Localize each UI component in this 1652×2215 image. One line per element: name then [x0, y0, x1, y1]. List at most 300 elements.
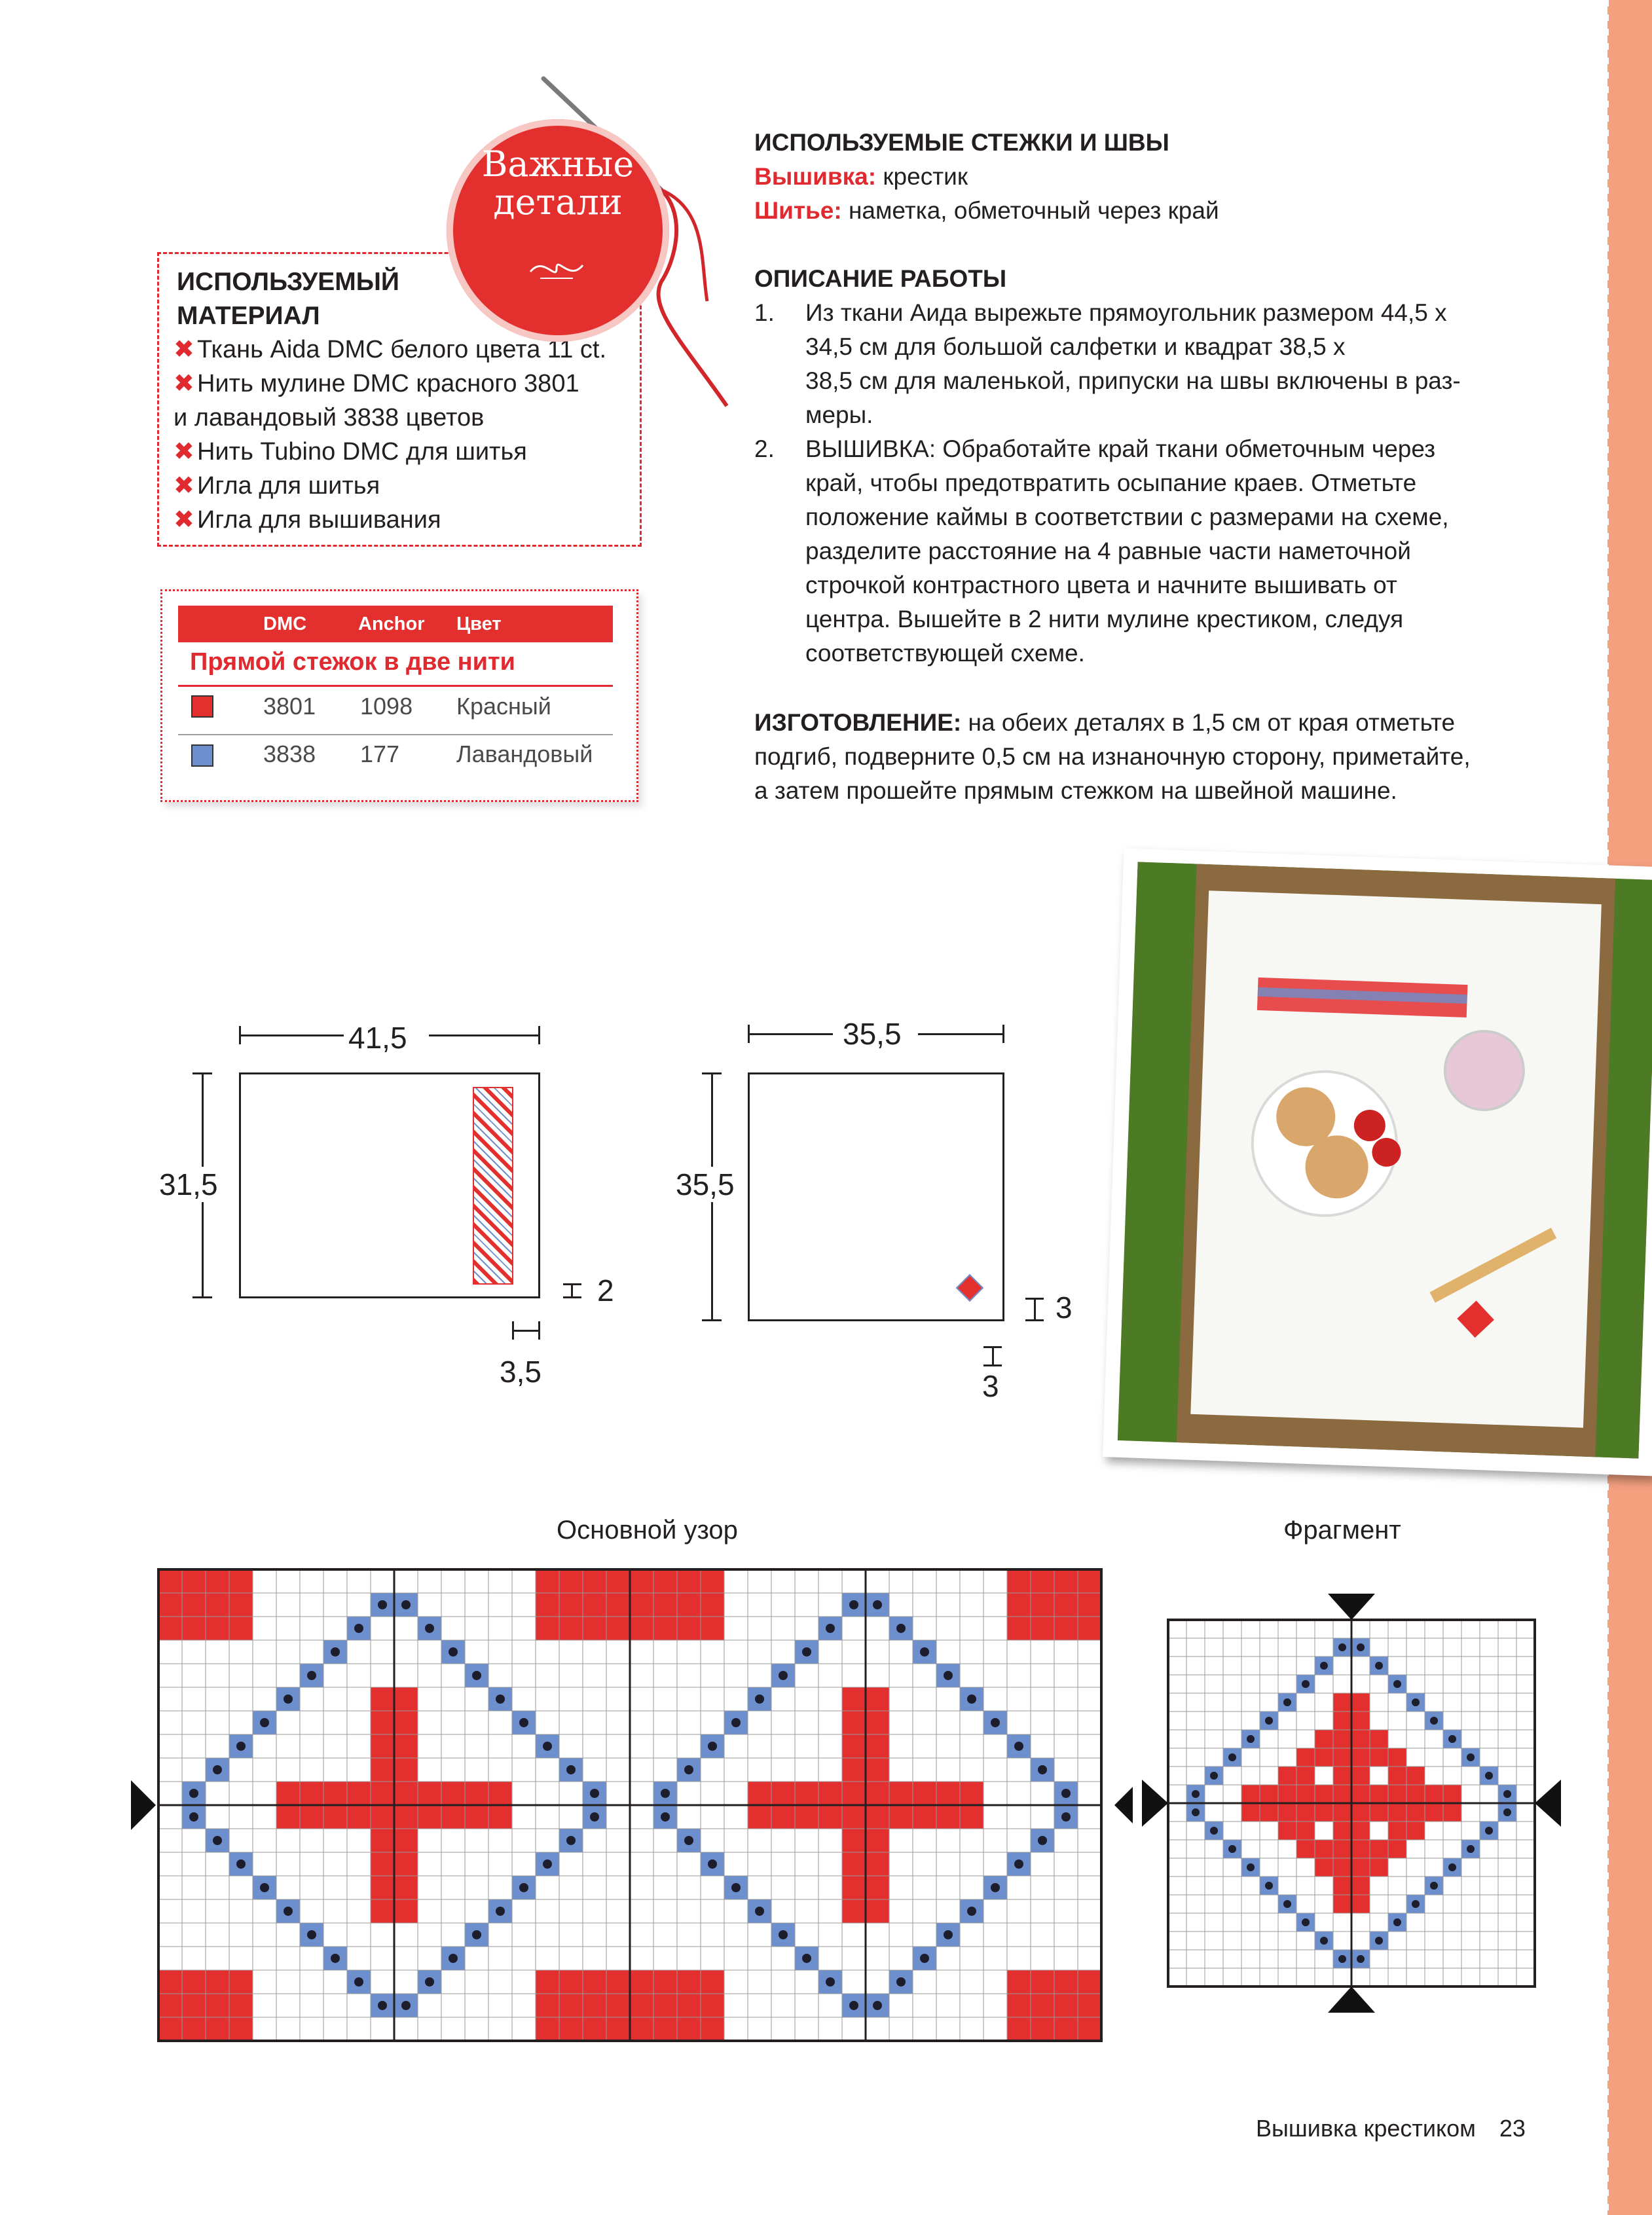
pattern-cell	[276, 1829, 300, 1852]
divider	[178, 734, 613, 735]
pattern-cell	[960, 1711, 983, 1734]
pattern-cell	[1260, 1767, 1278, 1785]
pattern-cell	[583, 2017, 606, 2041]
pattern-cell	[724, 1640, 748, 1664]
manufacturing-label: ИЗГОТОВЛЕНИЕ:	[754, 709, 962, 736]
pattern-cell	[1007, 1593, 1031, 1617]
pattern-cell	[1498, 1858, 1516, 1876]
pattern-cell	[253, 1687, 276, 1711]
pattern-cell	[842, 1947, 866, 1970]
pattern-cell	[983, 1569, 1007, 1593]
pattern-cell	[724, 2017, 748, 2041]
pattern-cell	[842, 1617, 866, 1640]
pattern-cell	[347, 1899, 371, 1923]
pattern-cell	[1425, 1968, 1443, 1986]
pattern-cell	[583, 1640, 606, 1664]
pattern-cell	[1007, 1829, 1031, 1852]
pattern-cell	[1296, 1931, 1315, 1950]
pattern-cell	[889, 1593, 913, 1617]
pattern-cell	[559, 1923, 583, 1947]
pattern-cell	[866, 1711, 889, 1734]
dim-line	[571, 1283, 573, 1298]
pattern-cell	[1007, 1711, 1031, 1734]
pattern-cell	[229, 1899, 253, 1923]
pattern-cell	[394, 1617, 418, 1640]
stitch-dot	[1283, 1698, 1291, 1706]
pattern-cell	[1278, 1748, 1296, 1767]
pattern-cell	[701, 1640, 724, 1664]
stitch-dot	[826, 1977, 835, 1986]
pattern-cell	[889, 1664, 913, 1687]
pattern-cell	[983, 1617, 1007, 1640]
stitch-dot	[1503, 1790, 1511, 1798]
pattern-cell	[1425, 1950, 1443, 1968]
pattern-cell	[206, 1593, 229, 1617]
pattern-cell	[371, 1569, 394, 1593]
pattern-cell	[1315, 1968, 1333, 1986]
stitch-dot	[331, 1647, 340, 1657]
pattern-cell	[1007, 1640, 1031, 1664]
pattern-cell	[606, 1664, 630, 1687]
pattern-cell	[818, 1687, 842, 1711]
stitch-dot	[873, 1600, 882, 1609]
pattern-cell	[1315, 1730, 1333, 1748]
list-item	[754, 432, 1560, 670]
pattern-cell	[653, 1876, 677, 1899]
manufacturing-line: подгиб, подверните 0,5 см на изнаночную сторону, приметайте,	[754, 743, 1471, 770]
pattern-cell	[512, 1829, 536, 1852]
pattern-cell	[653, 1947, 677, 1970]
pattern-cell	[323, 1687, 347, 1711]
stitch-dot	[755, 1907, 764, 1916]
pattern-cell	[1443, 1675, 1461, 1693]
pattern-cell	[347, 1687, 371, 1711]
pattern-cell	[371, 1617, 394, 1640]
pattern-cell	[158, 1758, 182, 1782]
pattern-cell	[394, 1640, 418, 1664]
pattern-cell	[866, 2017, 889, 2041]
pattern-cell	[371, 1852, 394, 1876]
pattern-cell	[936, 2017, 960, 2041]
pattern-cell	[418, 1782, 441, 1805]
pattern-cell	[347, 1734, 371, 1758]
pattern-cell	[229, 1569, 253, 1593]
pattern-cell	[347, 1947, 371, 1970]
pattern-cell	[158, 1852, 182, 1876]
pattern-cell	[1260, 1950, 1278, 1968]
pattern-cell	[748, 1852, 771, 1876]
pattern-cell	[441, 1617, 465, 1640]
pattern-cell	[1278, 1840, 1296, 1858]
pattern-cell	[1168, 1785, 1186, 1803]
pattern-cell	[1007, 1994, 1031, 2017]
stitch-dot	[1265, 1882, 1273, 1890]
pattern-cell	[1516, 1840, 1535, 1858]
pattern-cell	[300, 1617, 323, 1640]
pattern-cell	[253, 1923, 276, 1947]
pattern-cell	[1078, 1617, 1101, 1640]
pattern-cell	[842, 2017, 866, 2041]
pattern-cell	[630, 1758, 653, 1782]
cross-icon: ✖	[174, 438, 194, 466]
pattern-cell	[653, 1734, 677, 1758]
pattern-cell	[960, 1593, 983, 1617]
pattern-cell	[701, 1994, 724, 2017]
pattern-cell	[559, 1994, 583, 2017]
pattern-cell	[1443, 1931, 1461, 1950]
list-item: ✖ Нить Tubino DMC для шитья	[174, 435, 632, 469]
pattern-cell	[1516, 1950, 1535, 1968]
pattern-cell	[276, 1593, 300, 1617]
pattern-cell	[771, 2017, 795, 2041]
pattern-cell	[1425, 1895, 1443, 1913]
pattern-cell	[866, 1569, 889, 1593]
pattern-cell	[512, 1640, 536, 1664]
pattern-cell	[866, 1947, 889, 1970]
pattern-cell	[371, 1829, 394, 1852]
pattern-cell	[488, 1640, 512, 1664]
pattern-cell	[653, 1758, 677, 1782]
pattern-cell	[206, 1970, 229, 1994]
pattern-cell	[1370, 1803, 1388, 1821]
legend-header	[178, 606, 613, 642]
pattern-cell	[1388, 1876, 1406, 1895]
fragment-chart	[1139, 1591, 1571, 2023]
stitch-dot	[566, 1836, 576, 1845]
pattern-cell	[1054, 1758, 1078, 1782]
pattern-cell	[936, 1640, 960, 1664]
pattern-cell	[488, 1994, 512, 2017]
pattern-cell	[1480, 1840, 1498, 1858]
stitch-dot	[920, 1954, 929, 1963]
pattern-cell	[1260, 1858, 1278, 1876]
pattern-cell	[677, 1876, 701, 1899]
stitch-dot	[472, 1930, 481, 1939]
pattern-cell	[276, 1947, 300, 1970]
pattern-cell	[1241, 1638, 1260, 1657]
pattern-cell	[300, 1758, 323, 1782]
pattern-cell	[1516, 1803, 1535, 1821]
pattern-cell	[842, 1923, 866, 1947]
pattern-cell	[1205, 1950, 1223, 1968]
pattern-cell	[1388, 1748, 1406, 1767]
step-line: разделите расстояние на 4 равные части наметочной	[805, 538, 1411, 564]
pattern-cell	[1370, 1693, 1388, 1712]
pattern-cell	[512, 1664, 536, 1687]
pattern-cell	[1054, 1617, 1078, 1640]
stitch-dot	[543, 1859, 552, 1869]
pattern-cell	[983, 1734, 1007, 1758]
pattern-cell	[983, 1758, 1007, 1782]
pattern-cell	[512, 1593, 536, 1617]
pattern-cell	[441, 2017, 465, 2041]
stitch-dot	[1228, 1845, 1236, 1853]
pattern-cell	[1054, 1711, 1078, 1734]
pattern-cell	[1516, 1931, 1535, 1950]
pattern-cell	[818, 1829, 842, 1852]
pattern-cell	[512, 1994, 536, 2017]
pattern-cell	[701, 1782, 724, 1805]
pattern-cell	[1260, 1638, 1278, 1657]
pattern-cell	[158, 1876, 182, 1899]
pattern-cell	[206, 1994, 229, 2017]
pattern-cell	[323, 1664, 347, 1687]
pattern-cell	[1168, 1876, 1186, 1895]
pattern-cell	[1333, 1895, 1351, 1913]
pattern-cell	[1333, 1620, 1351, 1638]
pattern-cell	[1078, 1970, 1101, 1994]
pattern-cell	[1406, 1876, 1425, 1895]
pattern-cell	[512, 1687, 536, 1711]
pattern-cell	[748, 1782, 771, 1805]
pattern-cell	[371, 1970, 394, 1994]
pattern-cell	[866, 1923, 889, 1947]
pattern-cell	[818, 1876, 842, 1899]
pattern-cell	[394, 2017, 418, 2041]
pattern-cell	[630, 1852, 653, 1876]
pattern-cell	[983, 1899, 1007, 1923]
pattern-cell	[512, 1947, 536, 1970]
pattern-cell	[276, 2017, 300, 2041]
pattern-cell	[1260, 1748, 1278, 1767]
pattern-cell	[842, 1805, 866, 1829]
center-arrow-icon	[1328, 1594, 1375, 1620]
pattern-cell	[677, 1970, 701, 1994]
pattern-cell	[1370, 1675, 1388, 1693]
pattern-cell	[1443, 1913, 1461, 1931]
pattern-cell	[158, 1617, 182, 1640]
pattern-cell	[1078, 1758, 1101, 1782]
pattern-cell	[630, 1711, 653, 1734]
pattern-cell	[1498, 1638, 1516, 1657]
pattern-cell	[1406, 1638, 1425, 1657]
pattern-cell	[606, 1687, 630, 1711]
pattern-cell	[253, 2017, 276, 2041]
pattern-cell	[536, 1711, 559, 1734]
legend-dmc-2: 3838	[263, 741, 316, 767]
pattern-cell	[371, 1782, 394, 1805]
pattern-cell	[1168, 1968, 1186, 1986]
pattern-cell	[512, 1899, 536, 1923]
pattern-cell	[748, 1569, 771, 1593]
pattern-cell	[1168, 1657, 1186, 1675]
pattern-cell	[1223, 1767, 1241, 1785]
sewing-label: Шитье:	[754, 197, 842, 224]
pattern-cell	[1516, 1730, 1535, 1748]
pattern-cell	[936, 1593, 960, 1617]
pattern-cell	[229, 1758, 253, 1782]
pattern-cell	[182, 1970, 206, 1994]
pattern-cell	[229, 1687, 253, 1711]
legend-dmc-1: 3801	[263, 693, 316, 720]
pattern-cell	[677, 1640, 701, 1664]
pattern-cell	[771, 1899, 795, 1923]
pattern-cell	[1205, 1803, 1223, 1821]
cross-icon: ✖	[174, 336, 194, 363]
stitch-dot	[802, 1954, 811, 1963]
pattern-cell	[1498, 1748, 1516, 1767]
stitch-dot	[661, 1812, 670, 1821]
pattern-cell	[771, 1687, 795, 1711]
pattern-cell	[229, 1782, 253, 1805]
pattern-cell	[795, 1664, 818, 1687]
pattern-cell	[1443, 1620, 1461, 1638]
pattern-cell	[653, 1829, 677, 1852]
pattern-cell	[1443, 1821, 1461, 1840]
pattern-cell	[1296, 1785, 1315, 1803]
pattern-cell	[465, 1805, 488, 1829]
pattern-cell	[512, 1970, 536, 1994]
pattern-cell	[983, 1805, 1007, 1829]
pattern-cell	[724, 1852, 748, 1876]
pattern-cell	[1315, 1895, 1333, 1913]
center-arrow-icon	[1114, 1780, 1133, 1830]
stitches-heading: ИСПОЛЬЗУЕМЫЕ СТЕЖКИ И ШВЫ	[754, 129, 1169, 156]
pattern-cell	[1461, 1803, 1480, 1821]
cross-icon: ✖	[174, 472, 194, 500]
pattern-cell	[394, 1923, 418, 1947]
pattern-cell	[677, 1569, 701, 1593]
stitch-dot	[307, 1671, 316, 1680]
pattern-cell	[1186, 1821, 1205, 1840]
red-swatch-icon	[191, 695, 213, 718]
stitch-dot	[1393, 1680, 1401, 1688]
pattern-cell	[1078, 1947, 1101, 1970]
pattern-cell	[1168, 1895, 1186, 1913]
pattern-cell	[1461, 1968, 1480, 1986]
page-number: 23	[1499, 2115, 1526, 2142]
pattern-cell	[418, 1664, 441, 1687]
pattern-cell	[677, 1994, 701, 2017]
pattern-cell	[253, 1829, 276, 1852]
pattern-cell	[276, 1852, 300, 1876]
pattern-cell	[842, 1852, 866, 1876]
pattern-cell	[323, 1852, 347, 1876]
pattern-cell	[1333, 1767, 1351, 1785]
pattern-cell	[606, 1970, 630, 1994]
pattern-cell	[300, 1994, 323, 2017]
pattern-cell	[1333, 1785, 1351, 1803]
pattern-cell	[512, 1734, 536, 1758]
pattern-cell	[1205, 1968, 1223, 1986]
pattern-cell	[866, 1664, 889, 1687]
stitch-dot	[496, 1694, 505, 1704]
pattern-cell	[795, 1617, 818, 1640]
pattern-cell	[1351, 1913, 1370, 1931]
pattern-cell	[1315, 1693, 1333, 1712]
pattern-cell	[253, 1899, 276, 1923]
pattern-cell	[818, 1734, 842, 1758]
pattern-cell	[1054, 1593, 1078, 1617]
pattern-cell	[1186, 1840, 1205, 1858]
pattern-cell	[606, 1852, 630, 1876]
pattern-cell	[677, 1923, 701, 1947]
step-line: ВЫШИВКА: Обработайте край ткани обметочным через	[805, 435, 1436, 462]
pattern-cell	[1186, 1876, 1205, 1895]
pattern-cell	[1186, 1730, 1205, 1748]
pattern-cell	[960, 1876, 983, 1899]
pattern-cell	[323, 1734, 347, 1758]
pattern-cell	[347, 1782, 371, 1805]
pattern-cell	[1370, 1968, 1388, 1986]
pattern-cell	[182, 1899, 206, 1923]
stitch-dot	[1375, 1937, 1383, 1945]
pattern-cell	[158, 1994, 182, 2017]
pattern-cell	[630, 1593, 653, 1617]
pattern-cell	[276, 1994, 300, 2017]
pattern-cell	[1406, 1913, 1425, 1931]
pattern-cell	[583, 1947, 606, 1970]
pattern-cell	[1278, 1620, 1296, 1638]
pattern-cell	[347, 1593, 371, 1617]
pattern-cell	[1425, 1675, 1443, 1693]
pattern-cell	[842, 1569, 866, 1593]
pattern-cell	[983, 1687, 1007, 1711]
pattern-cell	[1480, 1638, 1498, 1657]
pattern-cell	[1461, 1785, 1480, 1803]
pattern-cell	[276, 1758, 300, 1782]
pattern-cell	[1054, 1947, 1078, 1970]
step-line: Из ткани Аида вырежьте прямоугольник размером 44,5 х	[805, 299, 1447, 326]
pattern-cell	[465, 1876, 488, 1899]
embroidery-label: Вышивка:	[754, 163, 877, 190]
pattern-cell	[418, 1876, 441, 1899]
pattern-cell	[394, 1569, 418, 1593]
pattern-cell	[347, 1664, 371, 1687]
pattern-cell	[1480, 1876, 1498, 1895]
pattern-cell	[653, 1593, 677, 1617]
pattern-cell	[347, 1994, 371, 2017]
pattern-cell	[1168, 1730, 1186, 1748]
pattern-cell	[1461, 1858, 1480, 1876]
pattern-cell	[1223, 1895, 1241, 1913]
stitch-dot	[1038, 1765, 1047, 1774]
pattern-cell	[1351, 1767, 1370, 1785]
pattern-cell	[559, 1664, 583, 1687]
pattern-cell	[323, 1758, 347, 1782]
pattern-cell	[913, 1687, 936, 1711]
pattern-cell	[1241, 1968, 1260, 1986]
pattern-cell	[653, 1664, 677, 1687]
pattern-cell	[394, 1687, 418, 1711]
pattern-cell	[1278, 1712, 1296, 1730]
pattern-cell	[536, 1829, 559, 1852]
pattern-cell	[1168, 1840, 1186, 1858]
pattern-cell	[206, 1876, 229, 1899]
pattern-cell	[866, 1782, 889, 1805]
stitch-dot	[967, 1907, 976, 1916]
pattern-cell	[936, 1734, 960, 1758]
stitch-dot	[1412, 1698, 1420, 1706]
pattern-cell	[889, 1782, 913, 1805]
pattern-cell	[1516, 1638, 1535, 1657]
pattern-cell	[323, 1970, 347, 1994]
pattern-cell	[1406, 1968, 1425, 1986]
pattern-cell	[1425, 1730, 1443, 1748]
large-offset-bottom-label: 3,5	[500, 1355, 541, 1389]
stitch-dot	[944, 1671, 953, 1680]
pattern-cell	[1205, 1840, 1223, 1858]
pattern-cell	[253, 1640, 276, 1664]
pattern-cell	[1278, 1785, 1296, 1803]
pattern-cell	[1168, 1913, 1186, 1931]
pattern-cell	[1223, 1821, 1241, 1840]
pattern-cell	[866, 1758, 889, 1782]
pattern-cell	[182, 2017, 206, 2041]
pattern-cell	[606, 1782, 630, 1805]
pattern-cell	[1498, 1821, 1516, 1840]
stitch-dot	[1192, 1790, 1200, 1798]
